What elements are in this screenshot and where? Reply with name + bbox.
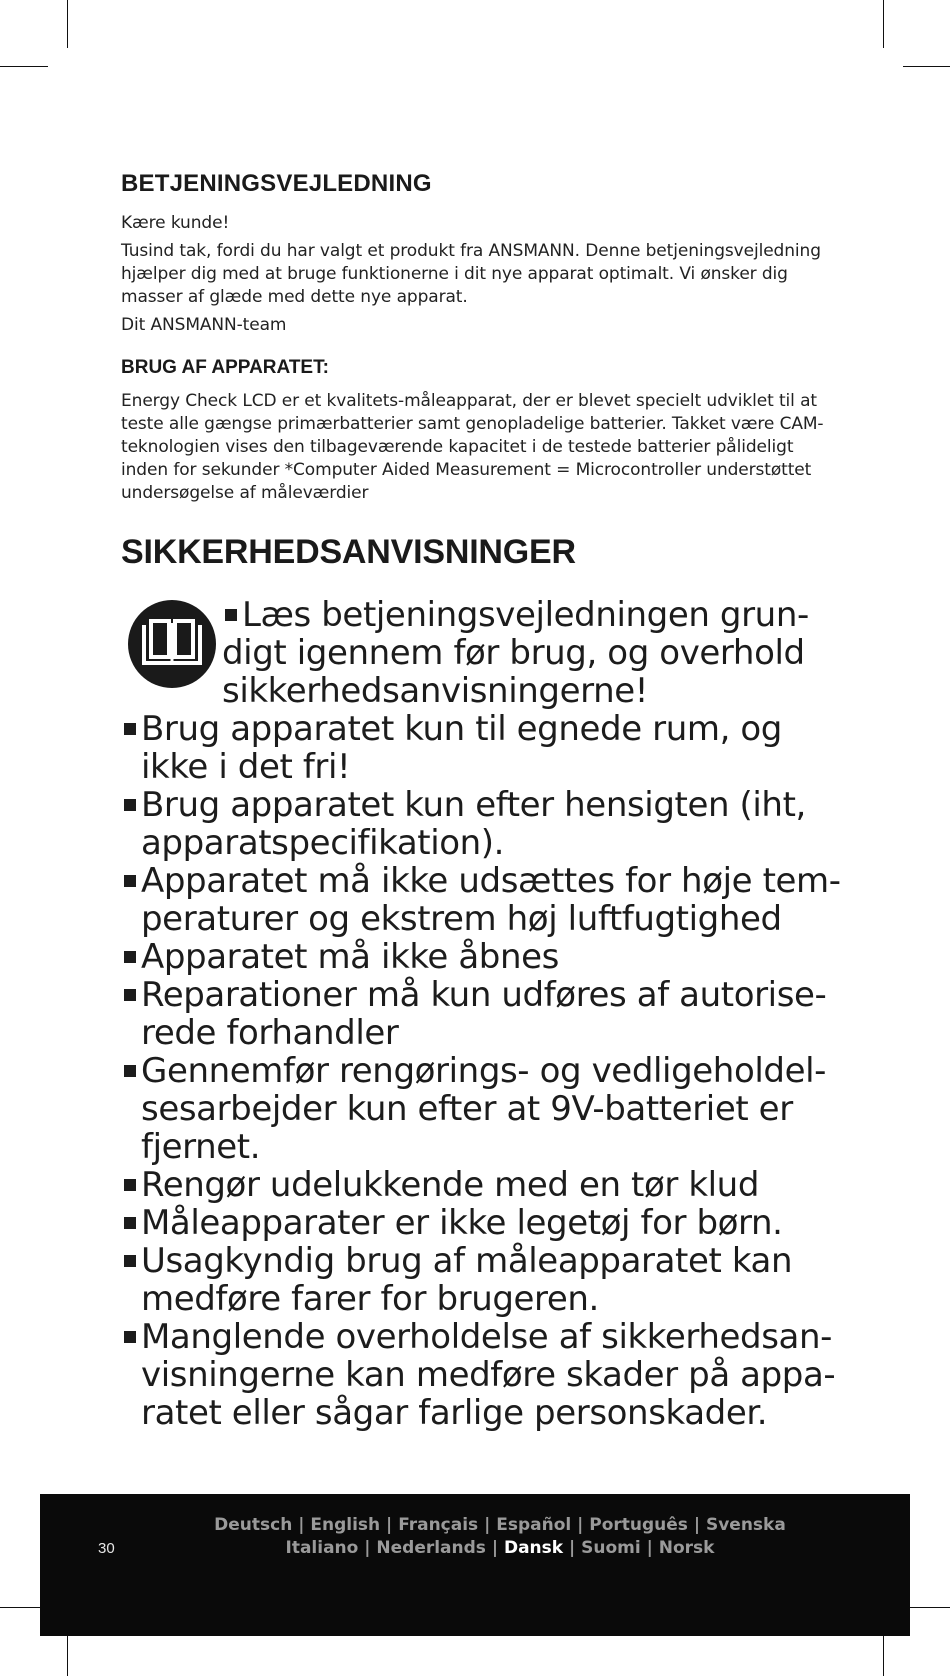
greeting: Kære kunde!: [121, 213, 230, 233]
language-row: [180, 1514, 820, 1537]
safety-item-text: Apparatet må ikke åbnes: [141, 937, 559, 977]
book-icon: [128, 600, 216, 688]
safety-bullets: [121, 710, 841, 1432]
language-separator: |: [380, 1515, 399, 1535]
safety-item: [121, 862, 841, 938]
safety-item: [121, 710, 841, 786]
bullet-square: [124, 1179, 136, 1191]
safety-item: [121, 1242, 841, 1318]
safety-heading: SIKKERHEDSANVISNINGER: [121, 533, 576, 571]
language-separator: |: [478, 1515, 497, 1535]
language-link-dansk[interactable]: Dansk: [503, 1538, 564, 1558]
language-separator: |: [485, 1538, 504, 1558]
language-link-español[interactable]: Español: [496, 1515, 572, 1535]
safety-item-text: Brug apparatet kun efter hensigten (iht, apparatspecifikation).: [141, 785, 806, 863]
bullet-square: [124, 1255, 136, 1267]
crop-mark: [903, 66, 950, 67]
language-link-suomi[interactable]: Suomi: [581, 1538, 641, 1558]
language-link-italiano[interactable]: Italiano: [285, 1538, 359, 1558]
safety-item-text: Gennemfør rengørings- og vedligeholdel-sesarbejder kun efter at 9V-batteriet er fjernet.: [141, 1051, 827, 1167]
safety-item-text: Brug apparatet kun til egnede rum, og ikke i det fri!: [141, 709, 782, 787]
page-content: [121, 170, 841, 1432]
safety-item: [121, 786, 841, 862]
crop-mark: [67, 0, 68, 48]
safety-item-text: Apparatet må ikke udsættes for høje tem-peraturer og ekstrem høj luftfugtighed: [141, 861, 841, 939]
language-separator: |: [563, 1538, 582, 1558]
language-separator: |: [571, 1515, 590, 1535]
crop-mark: [0, 66, 48, 67]
safety-item: [121, 976, 841, 1052]
safety-item: [121, 938, 841, 976]
safety-item: [121, 1204, 841, 1242]
bullet-square: [124, 799, 136, 811]
bullet-square: [124, 1065, 136, 1077]
bullet-square: [225, 609, 237, 621]
language-link-norsk[interactable]: Norsk: [658, 1538, 715, 1558]
safety-item-text: Rengør udelukkende med en tør klud: [141, 1165, 760, 1205]
footer-bar: [40, 1494, 910, 1636]
thanks-paragraph: Tusind tak, fordi du har valgt et produkt fra ANSMANN. Denne betjeningsvejledning hjælper dig med at bruge funktionerne i dit nye apparat optimalt. Vi ønsker dig masser af glæde med dette nye apparat.: [121, 241, 821, 307]
language-link-português[interactable]: Português: [589, 1515, 688, 1535]
safety-item-text: Reparationer må kun udføres af autorise-rede forhandler: [141, 975, 827, 1053]
bullet-square: [124, 723, 136, 735]
bullet-square: [124, 875, 136, 887]
bullet-square: [124, 1217, 136, 1229]
crop-mark: [903, 1607, 950, 1608]
manual-title: BETJENINGSVEJLEDNING: [121, 170, 432, 197]
usage-paragraph: Energy Check LCD er et kvalitets-måleapparat, der er blevet specielt udviklet til at teste alle gængse primærbatterier samt genopladelige batterier. Takket være CAM-teknologien vises den tilbageværende kapacitet i de testede batterier pålideligt inden for sekunder *Computer Aided Measurement = Microcontroller understøttet undersøgelse af måleværdier: [121, 391, 824, 503]
safety-item-text: Læs betjeningsvejledningen grun-digt igennem før brug, og overhold sikkerhedsanvisningerne!: [222, 595, 809, 711]
safety-item-read-manual: [121, 596, 841, 710]
safety-list: [121, 596, 841, 1432]
language-separator: |: [640, 1538, 659, 1558]
signature: Dit ANSMANN-team: [121, 315, 287, 335]
usage-heading: BRUG AF APPARATET:: [121, 357, 329, 378]
language-row: [180, 1537, 820, 1560]
safety-item-text: Manglende overholdelse af sikkerhedsan-visningerne kan medføre skader på appa-ratet eller sågar farlige personskader.: [141, 1317, 836, 1433]
safety-item-text: Usagkyndig brug af måleapparatet kan medføre farer for brugeren.: [141, 1241, 793, 1319]
crop-mark: [883, 0, 884, 48]
language-separator: |: [687, 1515, 706, 1535]
safety-item: [121, 1052, 841, 1166]
safety-item-text: Måleapparater er ikke legetøj for børn.: [141, 1203, 783, 1243]
bullet-square: [124, 951, 136, 963]
bullet-square: [124, 989, 136, 1001]
language-link-svenska[interactable]: Svenska: [705, 1515, 786, 1535]
page-number: 30: [98, 1540, 115, 1557]
language-separator: |: [292, 1515, 311, 1535]
language-link-français[interactable]: Français: [398, 1515, 479, 1535]
safety-item: [121, 1318, 841, 1432]
language-separator: |: [358, 1538, 377, 1558]
language-link-deutsch[interactable]: Deutsch: [214, 1515, 293, 1535]
language-link-english[interactable]: English: [310, 1515, 381, 1535]
language-selector: [180, 1514, 820, 1560]
language-link-nederlands[interactable]: Nederlands: [376, 1538, 486, 1558]
bullet-square: [124, 1331, 136, 1343]
safety-item: [121, 1166, 841, 1204]
